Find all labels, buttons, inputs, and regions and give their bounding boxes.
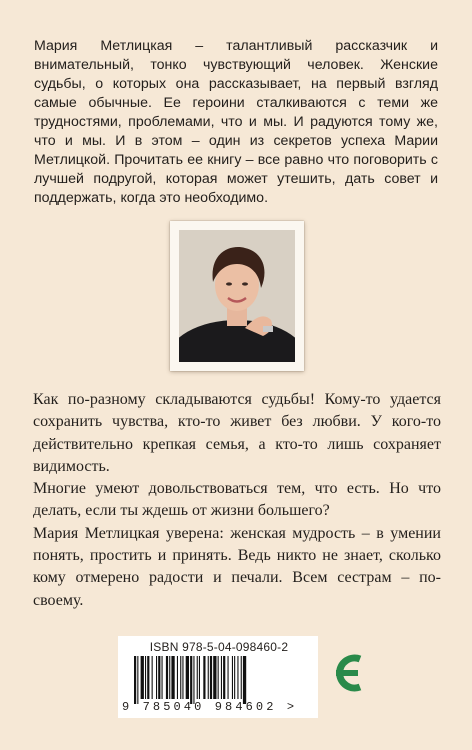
description-paragraph: Мария Метлицкая уверена: женская мудрость – в умении понять, простить и принять. Ведь никто не знает, сколько кому отмерено радости и печали. Всем сестрам – по-своему. — [33, 524, 441, 609]
author-photo — [179, 230, 295, 362]
author-intro — [34, 37, 438, 208]
ean-digits: 9 785040 984602 > — [122, 700, 298, 714]
description-paragraph: Как по-разному складываются судьбы! Кому-то удается сохранить чувства, кто-то живет без любви. У кого-то действительно крепкая семья, а кто-то лишь сохраняет видимость. — [33, 391, 441, 475]
barcode-block — [118, 636, 318, 718]
book-description — [33, 389, 441, 612]
barcode-bars — [134, 656, 304, 704]
intro-paragraph: Мария Метлицкая – талантливый рассказчик и внимательный, тонко чувствующий человек. Женские судьбы, о которых она рассказывает, на первый взгляд самые обычные. Ее героини сталкиваются с теми же трудностями, проблемами, что и мы. И радуются тому же, что и мы. И в этом – один из секретов успеха Марии Метлицкой. Прочитать ее книгу – все равно что поговорить с лучшей подругой, которая может утешить, дать совет и поддержать, когда это необходимо. — [34, 38, 438, 206]
publisher-logo-icon — [330, 647, 366, 699]
description-paragraph: Многие умеют довольствоваться тем, что есть. Но что делать, если ты ждешь от жизни большего? — [33, 480, 441, 520]
isbn-number: ISBN 978-5-04-098460-2 — [149, 640, 289, 654]
author-photo-frame — [170, 221, 304, 371]
